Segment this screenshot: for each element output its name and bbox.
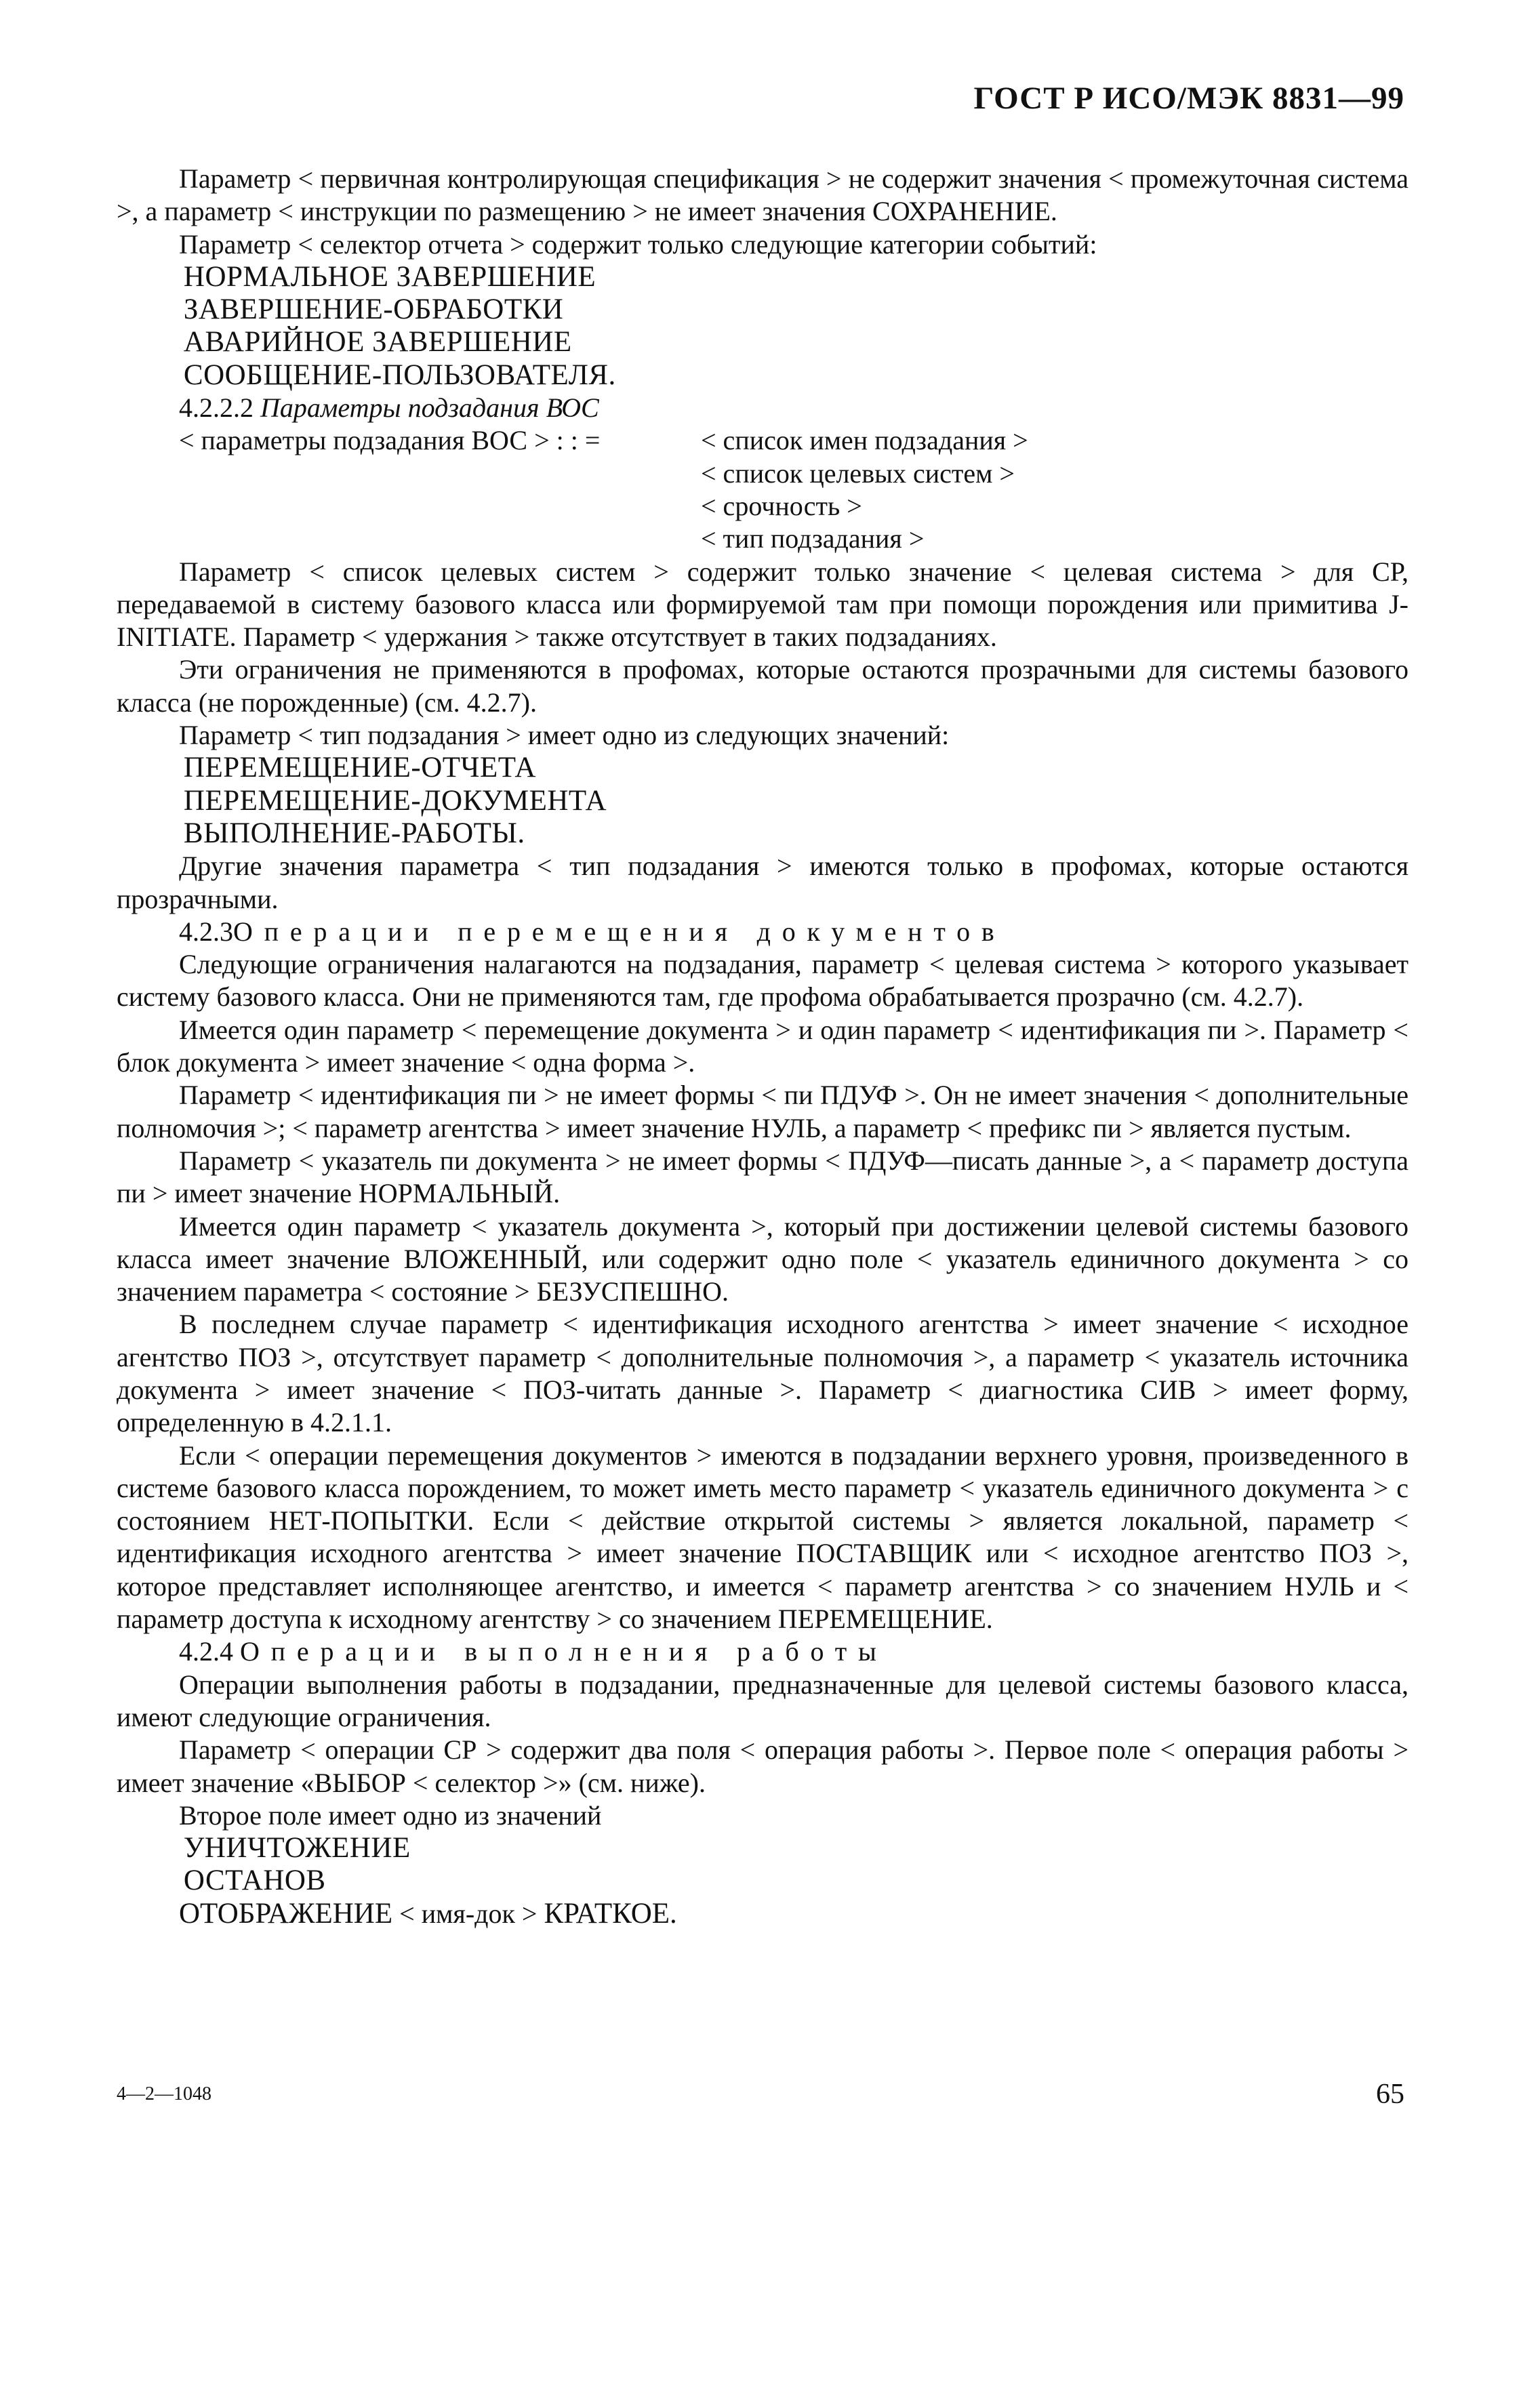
- section-title: Операции выполнения работы: [240, 1636, 888, 1667]
- paragraph-work-operations: Операции выполнения работы в подзадании, предназначенные для целевой системы базового класса, имеют следующие ограничения.: [117, 1669, 1409, 1732]
- paragraph-top-level-subtask: Если < операции перемещения документов > имеются в подзадании верхнего уровня, произведенного в системе базового класса порождением, то может иметь место параметр < указатель единичного документа > с состоянием НЕТ-ПОПЫТКИ. Если < действие открытой системы > является локальной, параметр < идентификация исходного агентства > имеет значение ПОСТАВЩИК или < исходное агентство ПОЗ >, которое представляет исполняющее агентство, и имеется < параметр агентства > со значением НУЛЬ и < параметр доступа к исходному агентству > со значением ПЕРЕМЕЩЕНИЕ.: [117, 1440, 1409, 1635]
- paragraph-restrictions: Эти ограничения не применяются в профомах, которые остаются прозрачными для системы базового класса (не порожденные) (см. 4.2.7).: [117, 654, 1409, 718]
- page-number: 65: [1376, 2079, 1404, 2110]
- display-tail: КРАТКОЕ.: [544, 1897, 677, 1930]
- event-category-4: СООБЩЕНИЕ-ПОЛЬЗОВАТЕЛЯ.: [183, 359, 616, 391]
- paragraph-document-pointer: Имеется один параметр < указатель документа >, который при достижении целевой системы базового класса имеет значение ВЛОЖЕННЫЙ, или содержит одно поле < указатель единичного документа > со значением параметра < состояние > БЕЗУСПЕШНО.: [117, 1210, 1409, 1307]
- section-number: 4.2.4: [179, 1636, 233, 1667]
- paragraph-pi-identification: Параметр < идентификация пи > не имеет формы < пи ПДУФ >. Он не имеет значения < дополнительные полномочия >; < параметр агентства > имеет значение НУЛЬ, а параметр < префикс пи > является пустым.: [117, 1080, 1409, 1143]
- subtask-type-3: ВЫПОЛНЕНИЕ-РАБОТЫ.: [183, 817, 525, 849]
- definition-rhs-2: < список целевых систем >: [701, 457, 1015, 489]
- definition-lhs: < параметры подзадания ВОС > : : =: [179, 425, 601, 456]
- definition-rhs-4: < тип подзадания >: [701, 523, 925, 554]
- section-title: Операции перемещения документов: [233, 916, 1006, 947]
- event-category-1: НОРМАЛЬНОЕ ЗАВЕРШЕНИЕ: [183, 260, 596, 293]
- display-caps: ОТОБРАЖЕНИЕ: [179, 1897, 393, 1930]
- subtask-type-1: ПЕРЕМЕЩЕНИЕ-ОТЧЕТА: [183, 752, 536, 784]
- event-category-2: ЗАВЕРШЕНИЕ-ОБРАБОТКИ: [183, 293, 564, 326]
- section-number: 4.2.3: [179, 916, 233, 947]
- paragraph-last-case: В последнем случае параметр < идентификация исходного агентства > имеет значение < исходное агентство ПОЗ >, отсутствует параметр < дополнительные полномочия >, а параметр < указатель источника документа > имеет значение < ПОЗ-читать данные >. Параметр < диагностика СИВ > имеет форму, определенную в 4.2.1.1.: [117, 1309, 1409, 1438]
- paragraph-pi-pointer: Параметр < указатель пи документа > не имеет формы < ПДУФ—писать данные >, а < параметр доступа пи > имеет значение НОРМАЛЬНЫЙ.: [117, 1145, 1409, 1209]
- definition-rhs-3: < срочность >: [701, 490, 862, 521]
- section-title: Параметры подзадания ВОС: [260, 392, 599, 424]
- paragraph-doc-move-restrictions: Следующие ограничения налагаются на подзадания, параметр < целевая система > которого указывает систему базового класса. Они не применяются там, где профома обрабатывается прозрачно (см. 4.2.7).: [117, 949, 1409, 1013]
- definition-rhs-1: < список имен подзадания >: [701, 425, 1028, 456]
- section-heading-4-2-2-2: [117, 392, 1409, 424]
- section-number: 4.2.2.2: [179, 392, 254, 424]
- standard-header: ГОСТ Р ИСО/МЭК 8831—99: [973, 81, 1404, 116]
- paragraph-target-systems: Параметр < список целевых систем > содержит только значение < целевая система > для СР, передаваемой в систему базового класса или формируемой там при помощи порождения или примитива J-INITIATE. Параметр < удержания > также отсутствует в таких подзаданиях.: [117, 556, 1409, 653]
- subtask-type-2: ПЕРЕМЕЩЕНИЕ-ДОКУМЕНТА: [183, 784, 607, 817]
- paragraph-report-selector: Параметр < селектор отчета > содержит только следующие категории событий:: [179, 228, 1097, 260]
- section-heading-4-2-3: [117, 916, 1409, 948]
- second-field-value-1: УНИЧТОЖЕНИЕ: [183, 1832, 411, 1865]
- paragraph-cp-operations: Параметр < операции СР > содержит два поля < операция работы >. Первое поле < операция работы > имеет значение «ВЫБОР < селектор >» (см. ниже).: [117, 1734, 1409, 1798]
- display-param: < имя-док >: [399, 1898, 538, 1929]
- paragraph-single-parameter: Имеется один параметр < перемещение документа > и один параметр < идентификация пи >. Параметр < блок документа > имеет значение < одна форма >.: [117, 1014, 1409, 1078]
- event-category-3: АВАРИЙНОЕ ЗАВЕРШЕНИЕ: [183, 326, 572, 359]
- paragraph-subtask-type: Параметр < тип подзадания > имеет одно из следующих значений:: [179, 720, 950, 751]
- subtask-parameters-definition: [117, 424, 1409, 555]
- paragraph-second-field: Второе поле имеет одно из значений: [179, 1799, 602, 1831]
- paragraph-primary-spec: Параметр < первичная контролирующая спецификация > не содержит значения < промежуточная система >, а параметр < инструкции по размещению > не имеет значения СОХРАНЕНИЕ.: [117, 163, 1409, 227]
- second-field-value-2: ОСТАНОВ: [183, 1865, 326, 1897]
- paragraph-other-values: Другие значения параметра < тип подзадания > имеются только в профомах, которые остаются прозрачными.: [117, 851, 1409, 914]
- document-body: [117, 163, 1409, 1930]
- section-heading-4-2-4: [117, 1635, 1409, 1668]
- sheet-code: 4—2—1048: [117, 2083, 211, 2104]
- second-field-value-3: [117, 1898, 1409, 1930]
